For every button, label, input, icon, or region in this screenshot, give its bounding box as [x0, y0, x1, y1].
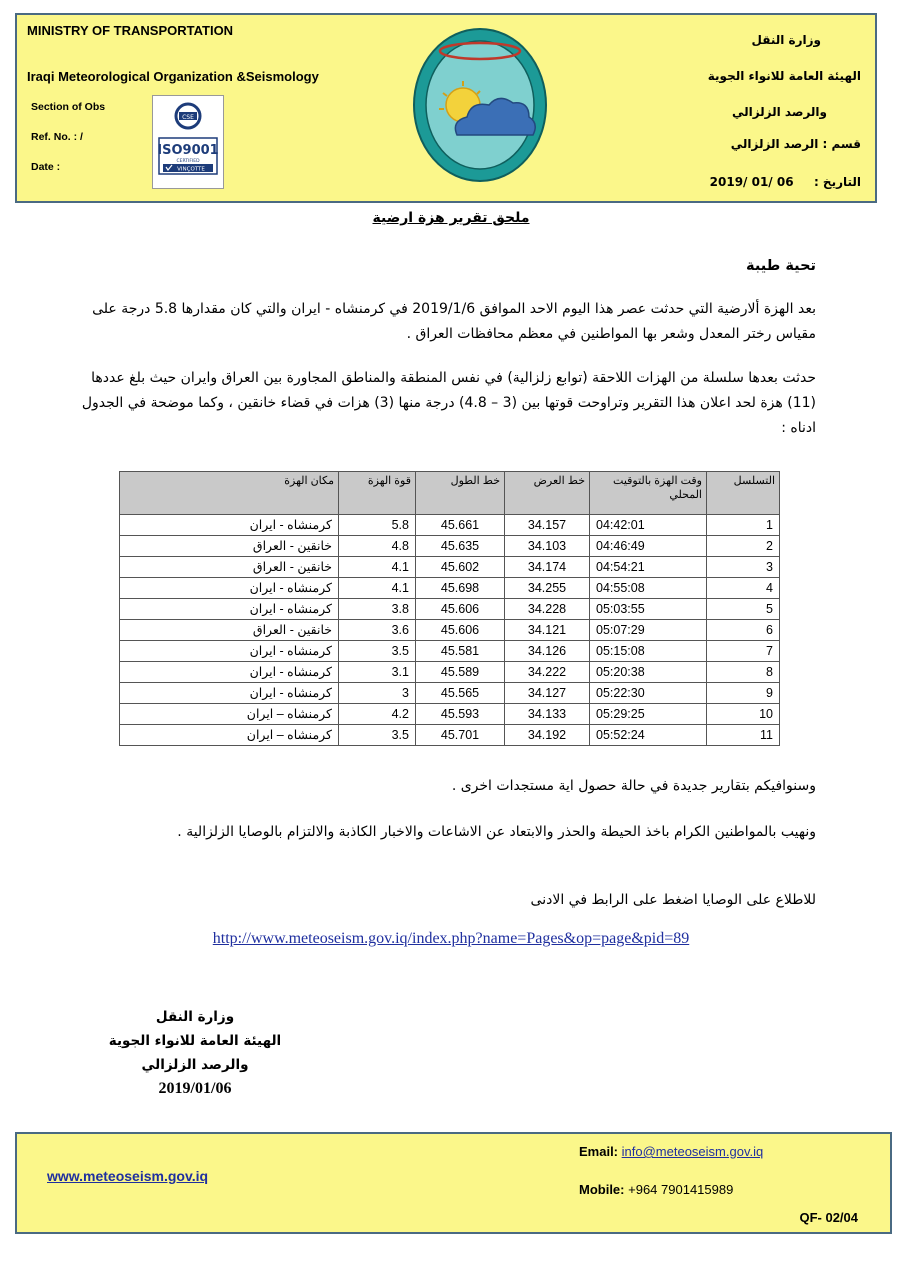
cell-lon: 45.565	[416, 683, 505, 704]
cell-magnitude: 5.8	[339, 515, 416, 536]
footer-website-link[interactable]: www.meteoseism.gov.iq	[47, 1168, 209, 1184]
cell-lat: 34.126	[505, 641, 590, 662]
organization-logo	[405, 23, 555, 193]
cell-time: 04:54:21	[590, 557, 707, 578]
cell-lon: 45.698	[416, 578, 505, 599]
table-row	[120, 704, 780, 725]
cell-place: كرمنشاه - ايران	[120, 641, 339, 662]
table-row	[120, 515, 780, 536]
letterhead	[15, 13, 877, 203]
cell-lon: 45.661	[416, 515, 505, 536]
organization-name-ar-2: والرصد الزلزالي	[731, 105, 827, 119]
table-row	[120, 557, 780, 578]
cell-place: كرمنشاه - ايران	[120, 683, 339, 704]
table-row	[120, 536, 780, 557]
cell-place: كرمنشاه – ايران	[120, 704, 339, 725]
paragraph-link-intro: للاطلاع على الوصايا اضغط على الرابط في الادنى	[530, 892, 816, 908]
weather-cloud-sun-icon	[405, 23, 555, 193]
cell-seq: 1	[707, 515, 780, 536]
cell-magnitude: 3.5	[339, 641, 416, 662]
iso-certified-text: CERTIFIED	[176, 159, 200, 164]
svg-text:CSE: CSE	[182, 114, 194, 121]
signature-ministry: وزارة النقل	[155, 1009, 235, 1025]
cell-place: كرمنشاه - ايران	[120, 515, 339, 536]
email-link[interactable]: info@meteoseism.gov.iq	[621, 1144, 764, 1159]
cell-lon: 45.606	[416, 599, 505, 620]
mobile-number: +964 7901415989	[628, 1182, 734, 1197]
cell-seq: 4	[707, 578, 780, 599]
ref-number-en: Ref. No. : /	[31, 131, 83, 143]
cell-lat: 34.157	[505, 515, 590, 536]
table-row	[120, 683, 780, 704]
cell-lon: 45.635	[416, 536, 505, 557]
paragraph-advice: ونهيب بالمواطنين الكرام باخذ الحيطة والحذر والابتعاد عن الاشاعات والاخبار الكاذبة والالتزام بالوصايا الزلزالية .	[177, 824, 816, 840]
aftershock-table	[119, 471, 780, 746]
cell-lon: 45.593	[416, 704, 505, 725]
cell-place: خانقين - العراق	[120, 536, 339, 557]
cell-lat: 34.127	[505, 683, 590, 704]
date-ar	[710, 175, 861, 189]
cell-magnitude: 4.1	[339, 557, 416, 578]
cell-lat: 34.222	[505, 662, 590, 683]
cell-time: 05:29:25	[590, 704, 707, 725]
organization-name-ar-1: الهيئة العامة للانواء الجوية	[707, 69, 861, 83]
cell-seq: 7	[707, 641, 780, 662]
date-value-ar: 2019/ 01/ 06	[709, 175, 794, 189]
cell-place: كرمنشاه - ايران	[120, 578, 339, 599]
cell-lon: 45.589	[416, 662, 505, 683]
seismic-advice-link[interactable]: http://www.meteoseism.gov.iq/index.php?name=Pages&op=page&pid=89	[212, 930, 690, 947]
header-lon: خط الطول	[416, 472, 505, 515]
cell-time: 04:55:08	[590, 578, 707, 599]
signature-org-2: والرصد الزلزالي	[141, 1057, 249, 1073]
table-header-row	[120, 472, 780, 515]
cell-place: خانقين - العراق	[120, 557, 339, 578]
cell-time: 05:22:30	[590, 683, 707, 704]
cell-magnitude: 3	[339, 683, 416, 704]
cell-lon: 45.581	[416, 641, 505, 662]
cell-time: 04:46:49	[590, 536, 707, 557]
cell-time: 04:42:01	[590, 515, 707, 536]
table-row	[120, 578, 780, 599]
mobile-label: Mobile:	[579, 1182, 625, 1197]
iso-badge-icon	[153, 96, 223, 188]
date-label-en: Date :	[31, 161, 61, 173]
cell-magnitude: 3.6	[339, 620, 416, 641]
cell-time: 05:20:38	[590, 662, 707, 683]
table-row	[120, 662, 780, 683]
cell-place: كرمنشاه - ايران	[120, 662, 339, 683]
table-row	[120, 725, 780, 746]
header-magnitude: قوة الهزة	[339, 472, 416, 515]
footer-mobile	[579, 1182, 733, 1197]
cell-lat: 34.255	[505, 578, 590, 599]
cell-time: 05:07:29	[590, 620, 707, 641]
ministry-name-en: MINISTRY OF TRANSPORTATION	[27, 23, 234, 38]
section-label-ar: قسم : الرصد الزلزالي	[730, 137, 861, 151]
cell-lon: 45.602	[416, 557, 505, 578]
cell-lat: 34.133	[505, 704, 590, 725]
cell-magnitude: 4.8	[339, 536, 416, 557]
cell-lat: 34.103	[505, 536, 590, 557]
cell-magnitude: 4.1	[339, 578, 416, 599]
cell-place: كرمنشاه – ايران	[120, 725, 339, 746]
email-label: Email:	[579, 1144, 619, 1159]
cell-seq: 2	[707, 536, 780, 557]
cell-magnitude: 4.2	[339, 704, 416, 725]
cell-seq: 9	[707, 683, 780, 704]
signature-date: 2019/01/06	[158, 1080, 232, 1097]
cell-seq: 8	[707, 662, 780, 683]
header-lat: خط العرض	[505, 472, 590, 515]
cell-time: 05:52:24	[590, 725, 707, 746]
iso-text: ISO9001	[157, 143, 219, 158]
paragraph-main-quake: بعد الهزة ألارضية التي حدثت عصر هذا اليوم الاحد الموافق 2019/1/6 في كرمنشاه - ايران والتي كان مقدارها 5.8 درجة على مقياس رختر المعدل وشعر بها المواطنين في معظم محافظات العراق .	[92, 301, 816, 342]
table-row	[120, 641, 780, 662]
footer	[15, 1132, 892, 1234]
greeting: تحية طيبة	[746, 258, 816, 274]
section-label-en: Section of Obs	[31, 101, 106, 113]
cell-seq: 10	[707, 704, 780, 725]
cell-time: 05:15:08	[590, 641, 707, 662]
cell-lon: 45.701	[416, 725, 505, 746]
cell-seq: 11	[707, 725, 780, 746]
header-seq: التسلسل	[707, 472, 780, 515]
cell-magnitude: 3.5	[339, 725, 416, 746]
cell-lat: 34.174	[505, 557, 590, 578]
report-title: ملحق تقرير هزة ارضية	[372, 210, 530, 226]
cell-seq: 5	[707, 599, 780, 620]
signature-org-1: الهيئة العامة للانواء الجوية	[108, 1033, 282, 1049]
cell-lon: 45.606	[416, 620, 505, 641]
signature-block	[90, 1005, 300, 1101]
cell-magnitude: 3.1	[339, 662, 416, 683]
form-code: QF- 02/04	[799, 1210, 858, 1225]
organization-name-en: Iraqi Meteorological Organization &Seismology	[27, 69, 319, 84]
paragraph-aftershocks: حدثت بعدها سلسلة من الهزات اللاحقة (توابع زلزالية) في نفس المنطقة والمناطق المجاورة بين العراق وايران حيث بلغ عددها (11) هزة لحد اعلان هذا التقرير وتراوحت قوتها بين (3 – 4.8) درجة منها (3) هزات في قضاء خانقين ، وكما موضحة في الجدول ادناه :	[81, 370, 816, 436]
paragraph-updates: وسنوافيكم بتقارير جديدة في حالة حصول اية مستجدات اخرى .	[451, 778, 816, 794]
cell-seq: 3	[707, 557, 780, 578]
cell-time: 05:03:55	[590, 599, 707, 620]
header-time: وقت الهزة بالتوقيت المحلي	[590, 472, 707, 515]
ministry-name-ar: وزارة النقل	[751, 33, 821, 47]
cell-seq: 6	[707, 620, 780, 641]
iso-vincotte-text: VINÇOTTE	[177, 166, 205, 173]
footer-email	[579, 1144, 763, 1159]
table-row	[120, 599, 780, 620]
header-place: مكان الهزة	[120, 472, 339, 515]
cell-lat: 34.121	[505, 620, 590, 641]
table-row	[120, 620, 780, 641]
cell-lat: 34.192	[505, 725, 590, 746]
cell-place: كرمنشاه - ايران	[120, 599, 339, 620]
iso-certificate-badge	[152, 95, 224, 189]
cell-lat: 34.228	[505, 599, 590, 620]
cell-place: خانقين - العراق	[120, 620, 339, 641]
date-label-ar: التاريخ :	[813, 175, 861, 189]
cell-magnitude: 3.8	[339, 599, 416, 620]
